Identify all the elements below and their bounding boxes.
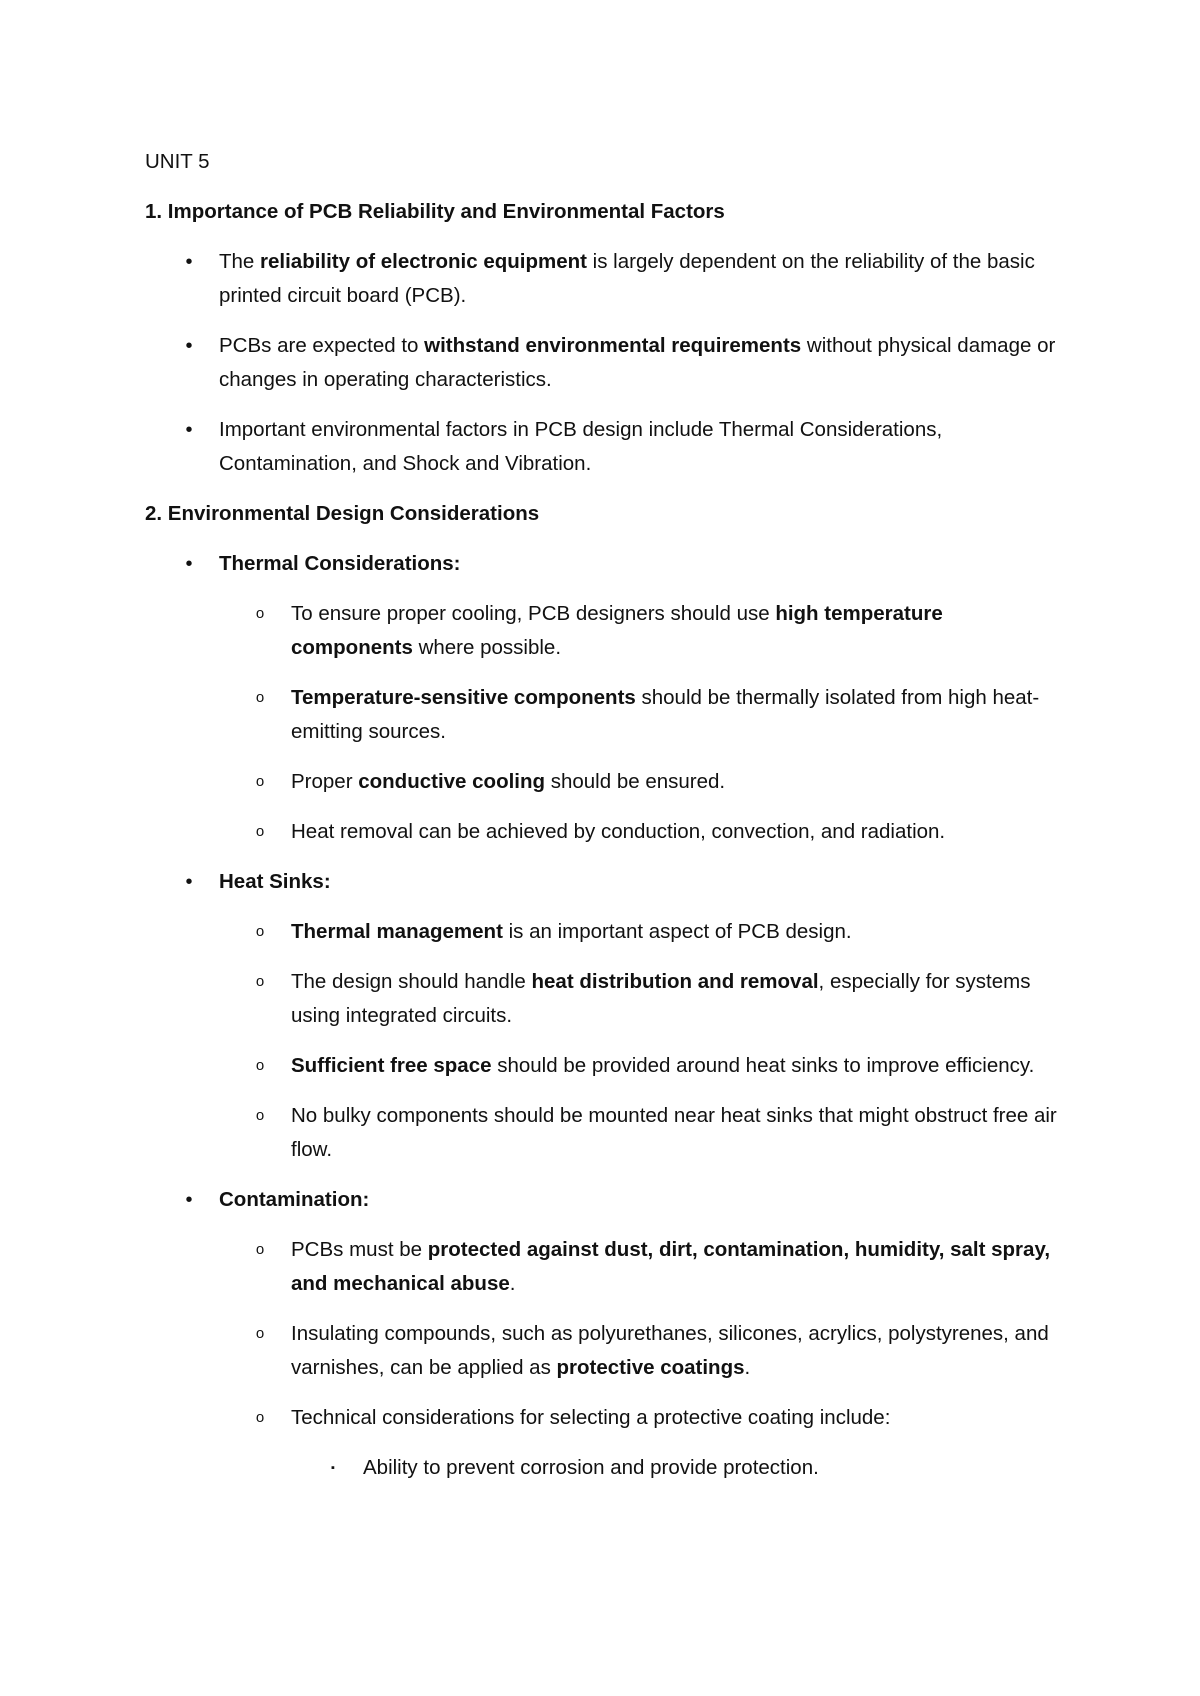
sub-bullet-marker: o [255, 1241, 265, 1258]
bullet-item: • Important environmental factors in PCB design include Thermal Considerations, Contamination, and Shock and Vibration. [145, 413, 1065, 481]
bullet-marker: • [185, 871, 193, 893]
bullet-item-contamination: • Contamination: [145, 1183, 1065, 1217]
sub-bullet-item: o PCBs must be protected against dust, dirt, contamination, humidity, salt spray, and mechanical abuse. [145, 1233, 1065, 1301]
section-1-heading: 1. Importance of PCB Reliability and Environmental Factors [145, 200, 725, 223]
sub-bullet-item: o Sufficient free space should be provided around heat sinks to improve efficiency. [145, 1049, 1065, 1083]
sub-bullet-item: o To ensure proper cooling, PCB designers should use high temperature components where possible. [145, 597, 1065, 665]
document-page [145, 145, 1065, 1501]
sub-bullet-marker: o [255, 823, 265, 840]
sub-bullet-item: o Technical considerations for selecting a protective coating include: [145, 1401, 1065, 1435]
sub-bullet-item: o No bulky components should be mounted near heat sinks that might obstruct free air flow. [145, 1099, 1065, 1167]
sub-bullet-item: o Thermal management is an important aspect of PCB design. [145, 915, 1065, 949]
sub-bullet-marker: o [255, 1057, 265, 1074]
bullet-marker: • [185, 1189, 193, 1211]
sub-bullet-marker: o [255, 1409, 265, 1426]
sub-bullet-marker: o [255, 773, 265, 790]
bullet-item-thermal: • Thermal Considerations: [145, 547, 1065, 581]
section-2-heading: 2. Environmental Design Considerations [145, 502, 540, 525]
bullet-item-heat-sinks: • Heat Sinks: [145, 865, 1065, 899]
sub-bullet-item: o The design should handle heat distribution and removal, especially for systems using integrated circuits. [145, 965, 1065, 1033]
sub-bullet-marker: o [255, 1325, 265, 1342]
sub-bullet-marker: o [255, 689, 265, 706]
sub-sub-bullet-item: ▪ Ability to prevent corrosion and provide protection. [145, 1451, 1065, 1485]
sub-bullet-marker: o [255, 605, 265, 622]
bullet-marker: • [185, 419, 193, 441]
bullet-item: • The reliability of electronic equipment is largely dependent on the reliability of the basic printed circuit board (PCB). [145, 245, 1065, 313]
sub-bullet-marker: o [255, 923, 265, 940]
sub-bullet-marker: o [255, 1107, 265, 1124]
sub-bullet-item: o Heat removal can be achieved by conduction, convection, and radiation. [145, 815, 1065, 849]
bullet-marker: • [185, 553, 193, 575]
sub-bullet-item: o Insulating compounds, such as polyurethanes, silicones, acrylics, polystyrenes, and varnishes, can be applied as protective coatings. [145, 1317, 1065, 1385]
bullet-marker: • [185, 335, 193, 357]
sub-bullet-marker: o [255, 973, 265, 990]
square-bullet-marker: ▪ [331, 1462, 335, 1474]
unit-title: UNIT 5 [145, 150, 210, 173]
bullet-item: • PCBs are expected to withstand environmental requirements without physical damage or changes in operating characteristics. [145, 329, 1065, 397]
bullet-marker: • [185, 251, 193, 273]
sub-bullet-item: o Temperature-sensitive components should be thermally isolated from high heat-emitting sources. [145, 681, 1065, 749]
sub-bullet-item: o Proper conductive cooling should be ensured. [145, 765, 1065, 799]
